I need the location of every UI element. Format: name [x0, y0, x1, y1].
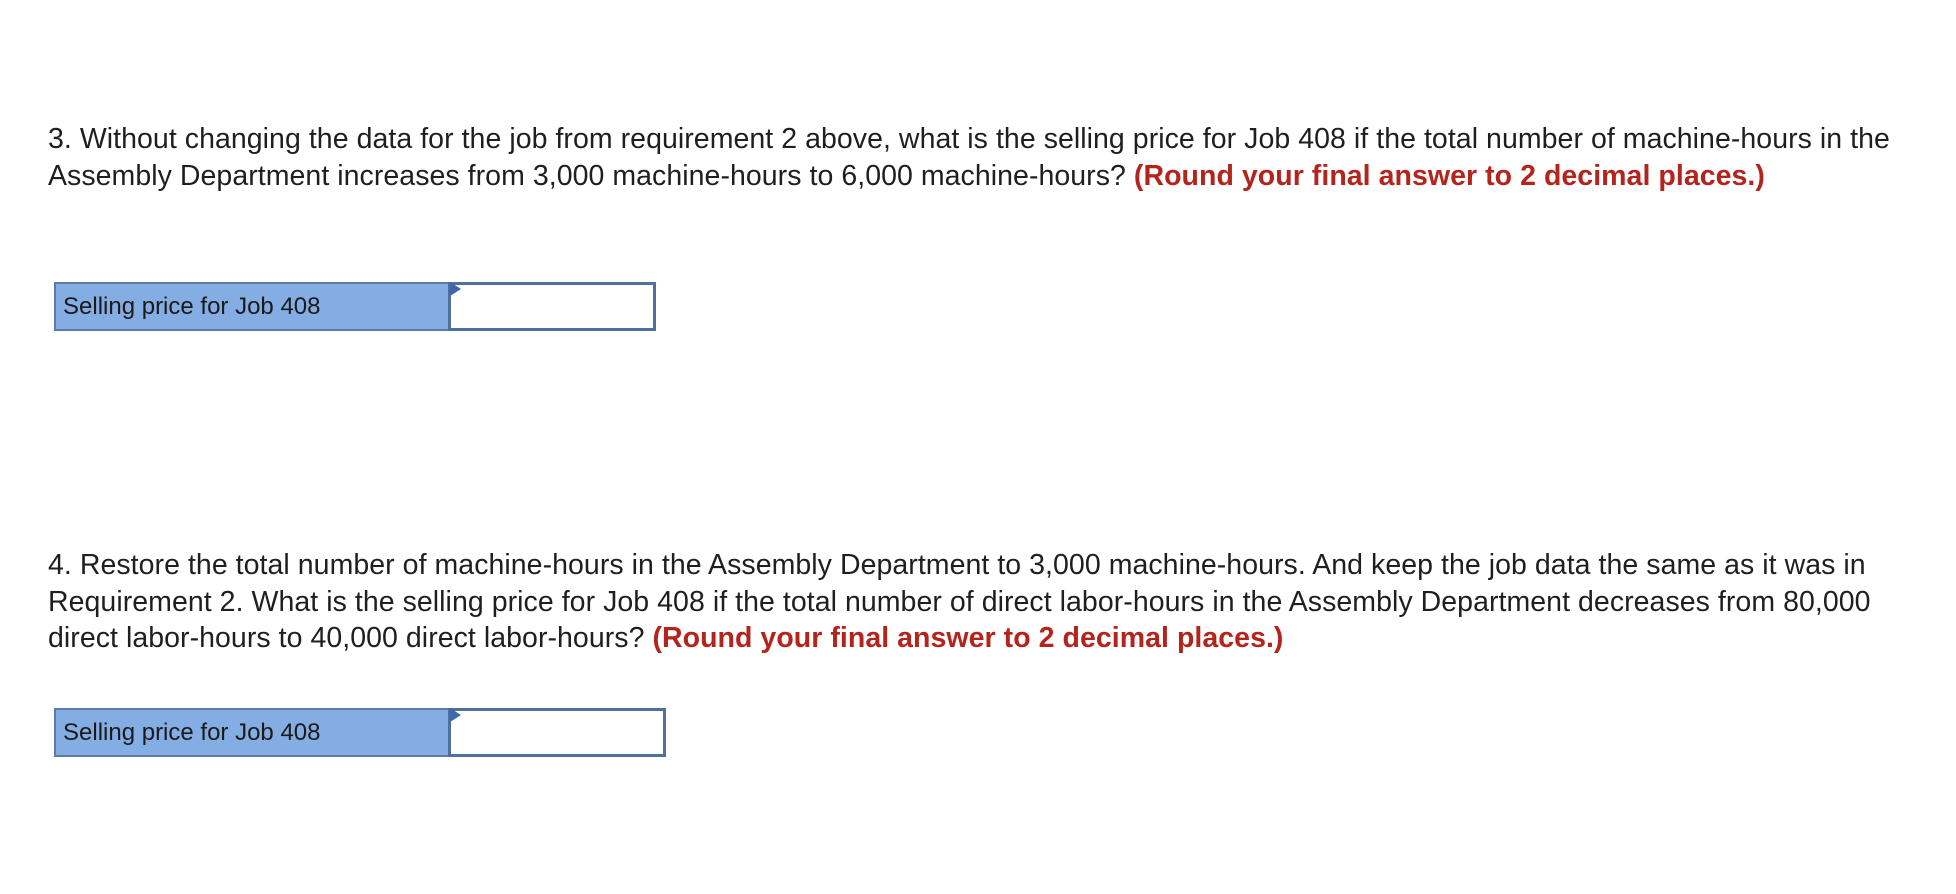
- answer-label-3: Selling price for Job 408: [54, 282, 448, 331]
- answer-row-3: [54, 282, 656, 331]
- answer-input-wrap-4: [448, 708, 666, 757]
- question-3-text: 3. Without changing the data for the job from requirement 2 above, what is the selling price for Job 408 if the total number of machine-hours in the Assembly Department increases from 3,000 machine-hours to 6,000 machine-hours?: [48, 123, 1890, 192]
- selling-price-input-4[interactable]: [448, 708, 666, 757]
- answer-row-4: [54, 708, 666, 757]
- question-3-rounding-hint: (Round your final answer to 2 decimal places.): [1133, 159, 1765, 192]
- selling-price-input-3[interactable]: [448, 282, 656, 331]
- question-4: [48, 547, 1938, 657]
- question-3: [48, 121, 1938, 194]
- answer-input-wrap-3: [448, 282, 656, 331]
- question-4-text: 4. Restore the total number of machine-hours in the Assembly Department to 3,000 machine-hours. And keep the job data the same as it was in Requirement 2. What is the selling price for Job 408 if the total number of direct labor-hours in the Assembly Department decreases from 80,000 direct labor-hours to 40,000 direct labor-hours?: [48, 549, 1871, 654]
- question-4-rounding-hint: (Round your final answer to 2 decimal places.): [652, 622, 1284, 654]
- answer-label-4: Selling price for Job 408: [54, 708, 448, 757]
